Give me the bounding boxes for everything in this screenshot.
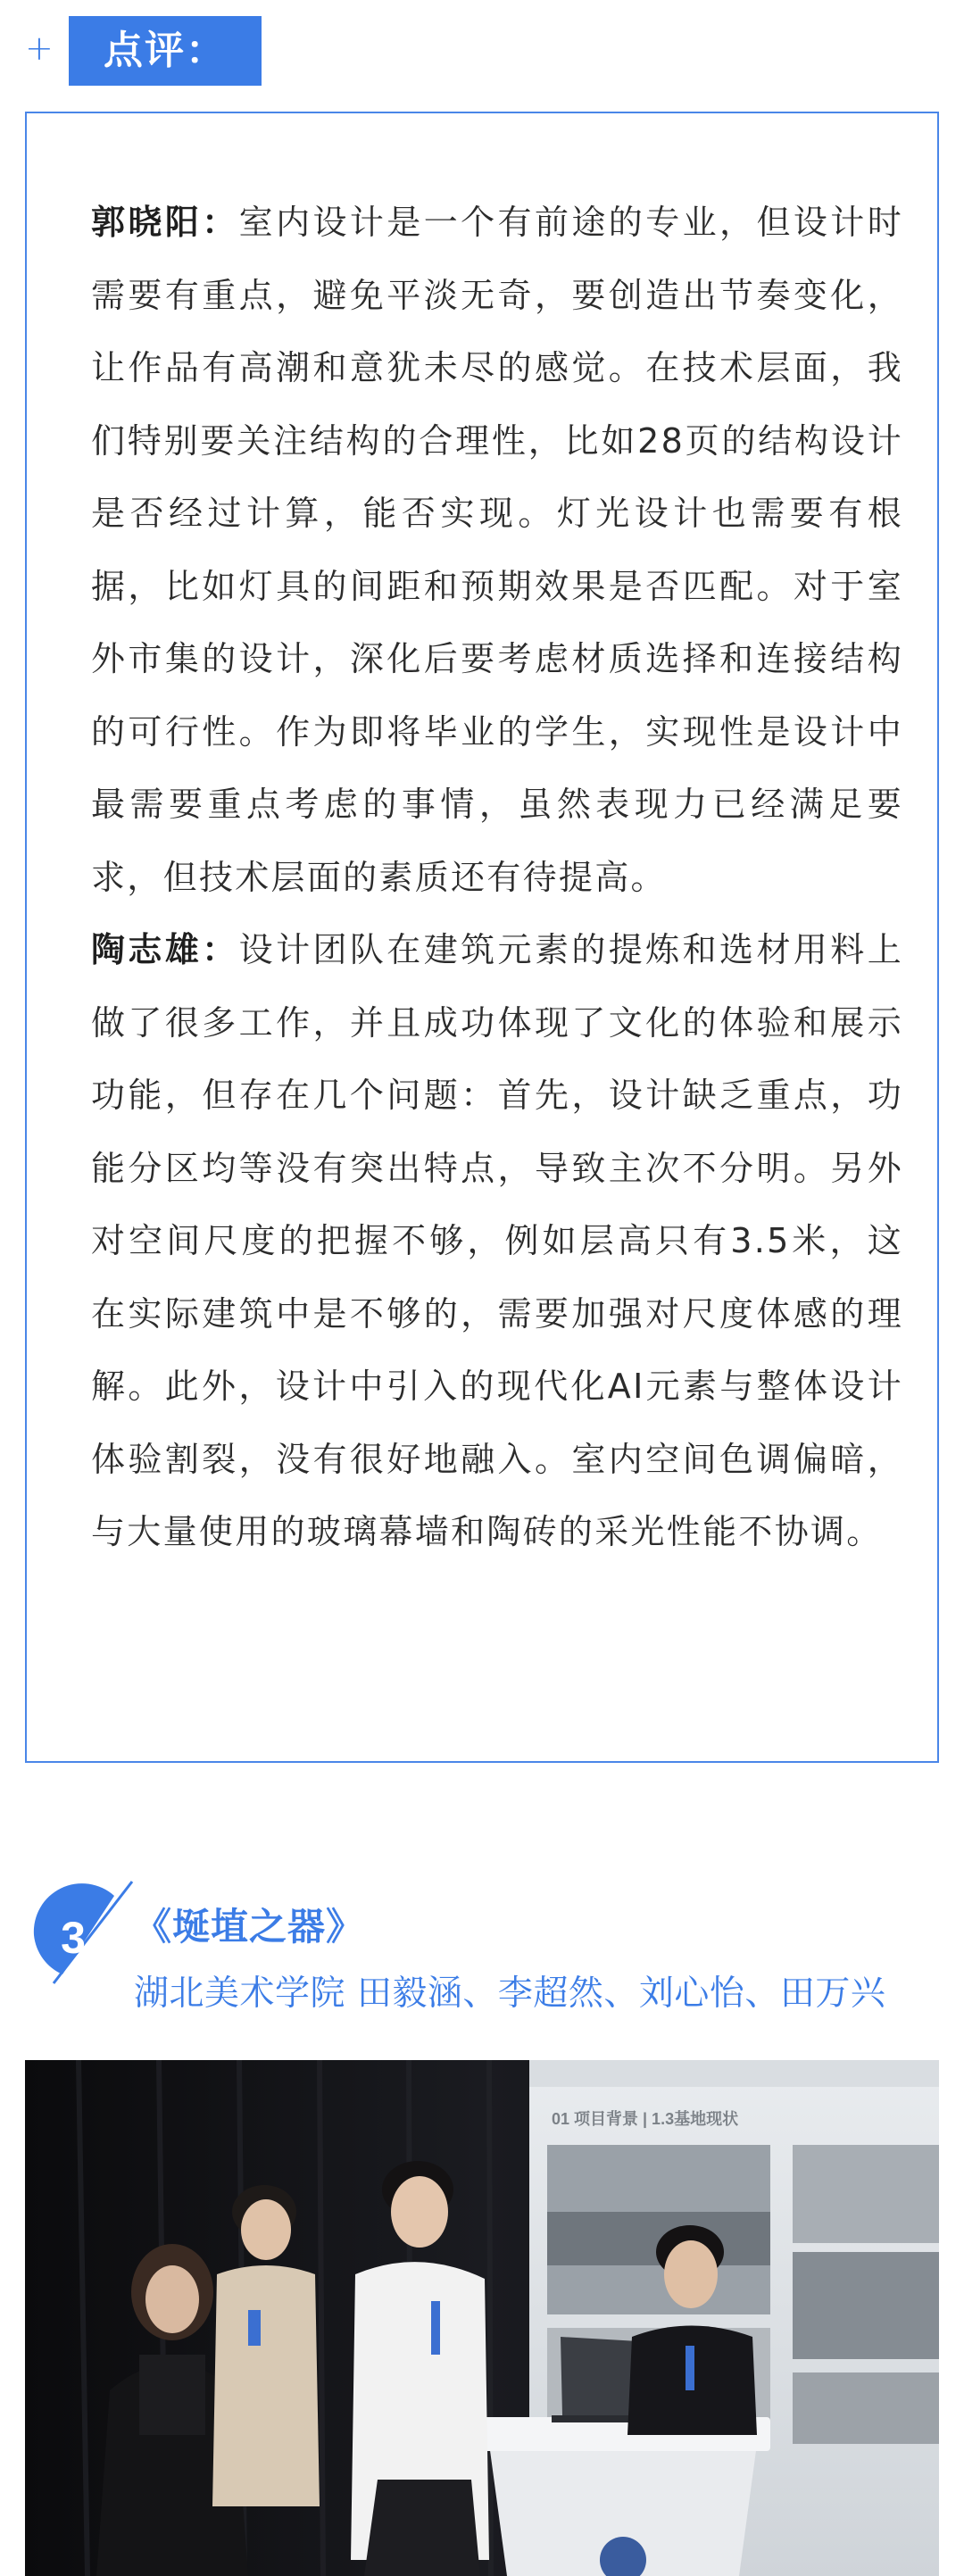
comment-paragraph-1 — [91, 187, 903, 914]
screen-heading: 01 项目背景 | 1.3基地现状 — [552, 2110, 739, 2128]
project-number: 3 — [61, 1913, 86, 1963]
plus-icon: + — [25, 29, 54, 68]
project-authors: 湖北美术学院 田毅涵、李超然、刘心怡、田万兴 — [134, 1974, 886, 2014]
comment-section-tag: 点评： — [69, 16, 262, 86]
comment-text: 设计团队在建筑元素的提炼和选材用料上做了很多工作，并且成功体现了文化的体验和展示功能，但存在几个问题：首先，设计缺乏重点，功能分区均等没有突出特点，导致主次不分明。另外对空间尺度的把握不够，例如层高只有3.5米，这在实际建筑中是不够的，需要加强对尺度体感的理解。此外，设计中引入的现代化AI元素与整体设计体验割裂，没有很好地融入。室内空间色调偏暗，与大量使用的玻璃幕墙和陶砖的采光性能不协调。 — [91, 930, 903, 1551]
project-number-badge — [27, 1878, 134, 1985]
comment-body — [91, 187, 903, 1569]
speaker-name: 陶志雄： — [91, 930, 239, 969]
comment-box — [25, 112, 939, 1763]
comment-paragraph-2 — [91, 914, 903, 1569]
presentation-photo — [25, 2060, 939, 2576]
comment-text: 室内设计是一个有前途的专业，但设计时需要有重点，避免平淡无奇，要创造出节奏变化，让作品有高潮和意犹未尽的感觉。在技术层面，我们特别要关注结构的合理性，比如28页的结构设计是否经过计算，能否实现。灯光设计也需要有根据，比如灯具的间距和预期效果是否匹配。对于室外市集的设计，深化后要考虑材质选择和连接结构的可行性。作为即将毕业的学生，实现性是设计中最需要重点考虑的事情，虽然表现力已经满足要求，但技术层面的素质还有待提高。 — [91, 203, 903, 897]
project-title: 《埏埴之器》 — [134, 1905, 365, 1949]
speaker-name: 郭晓阳： — [91, 203, 239, 242]
